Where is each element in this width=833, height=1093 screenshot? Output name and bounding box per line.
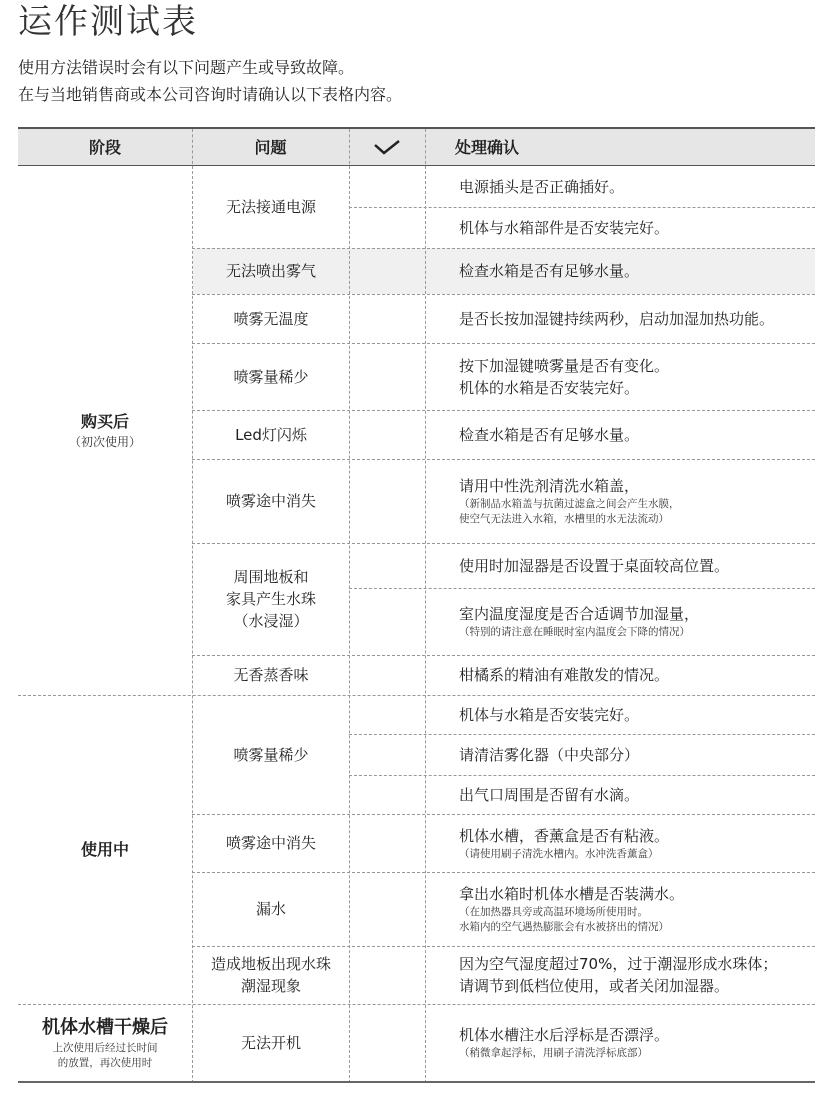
- problem-cell: 喷雾量稀少: [233, 745, 309, 764]
- stage-name: 使用中: [80, 839, 129, 859]
- problem-cell: 无香蒸香味: [233, 666, 309, 684]
- stage-after-purchase: [18, 166, 192, 695]
- intro-line-1: 使用方法错误时会有以下问题产生或导致故障。: [18, 58, 355, 77]
- confirm-cell: 检查水箱是否有足够水量。: [459, 262, 640, 280]
- problem-cell: 喷雾无温度: [233, 309, 309, 328]
- stage-name: 机体水槽干燥后: [42, 1016, 168, 1038]
- header-check: [349, 129, 425, 166]
- confirm-cell: 出气口周围是否留有水滴。: [459, 785, 640, 804]
- stage-in-use: [18, 695, 192, 1004]
- problem-cell: 无法开机: [240, 1033, 301, 1052]
- problem-cell: 喷雾途中消失: [225, 492, 316, 510]
- check-icon: [373, 138, 401, 158]
- intro-line-2: 在与当地销售商或本公司咨询时请确认以下表格内容。: [18, 85, 403, 104]
- problem-cell: 喷雾途中消失: [225, 834, 316, 852]
- confirm-cell: 是否长按加湿键持续两秒，启动加湿加热功能。: [459, 309, 775, 328]
- problem-cell: 无法喷出雾气: [225, 262, 316, 280]
- problem-cell: 周围地板和 家具产生水珠 （水浸湿）: [225, 568, 316, 630]
- problem-cell: 漏水: [255, 900, 286, 918]
- header-stage: 阶段: [88, 138, 121, 157]
- confirm-cell: 使用时加湿器是否设置于桌面较高位置。: [459, 556, 730, 575]
- confirm-cell: 电源插头是否正确插好。: [459, 177, 625, 196]
- stage-name: 购买后: [80, 412, 129, 431]
- stage-note: （初次使用）: [68, 435, 141, 449]
- operation-test-table: [18, 127, 815, 1083]
- stage-note: 上次使用后经过长时间: [52, 1041, 158, 1054]
- confirm-cell: 因为空气湿度超过70%，过于潮湿形成水珠体； 请调节到低档位使用，或者关闭加湿器。: [459, 955, 778, 995]
- table-header: [18, 127, 815, 166]
- confirm-cell: 请用中性洗剂清洗水箱盖， （新制品水箱盖与抗菌过滤盒之间会产生水膜， 使空气无法进入水箱，水槽里的水无法流动）: [459, 477, 680, 525]
- confirm-cell: 检查水箱是否有足够水量。: [459, 425, 640, 444]
- header-problem: 问题: [254, 138, 287, 157]
- confirm-cell: 请清洁雾化器（中央部分）: [459, 745, 640, 764]
- header-confirm: 处理确认: [455, 138, 520, 157]
- stage-note: 的放置，再次使用时: [57, 1056, 153, 1069]
- page-title: 运作测试表: [18, 2, 198, 42]
- confirm-cell: 机体与水箱部件是否安装完好。: [459, 218, 670, 237]
- confirm-cell: 拿出水箱时机体水槽是否装满水。 （在加热器具旁或高温环境场所使用时。 水箱内的空气遇热膨胀会有水被挤出的情况）: [459, 885, 685, 933]
- confirm-cell: 按下加湿键喷雾量是否有变化。 机体的水箱是否安装完好。: [459, 356, 670, 397]
- confirm-cell: 柑橘系的精油有难散发的情况。: [459, 666, 670, 684]
- confirm-cell: 机体与水箱是否安装完好。: [459, 705, 640, 724]
- problem-cell: 造成地板出现水珠 潮湿现象: [210, 955, 331, 995]
- stage-after-tank-dry: [18, 1004, 192, 1081]
- confirm-cell: 机体水槽，香薰盒是否有粘液。 （请使用刷子清洗水槽内。水冲洗香薰盒）: [459, 826, 670, 860]
- problem-cell: Led灯闪烁: [235, 425, 307, 444]
- confirm-cell: 机体水槽注水后浮标是否漂浮。 （稍微拿起浮标，用刷子清洗浮标底部）: [459, 1026, 670, 1059]
- problem-cell: 无法接通电源: [225, 198, 316, 216]
- problem-cell: 喷雾量稀少: [233, 367, 309, 386]
- confirm-cell: 室内温度湿度是否合适调节加湿量， （特别的请注意在睡眠时室内温度会下降的情况）: [459, 605, 700, 638]
